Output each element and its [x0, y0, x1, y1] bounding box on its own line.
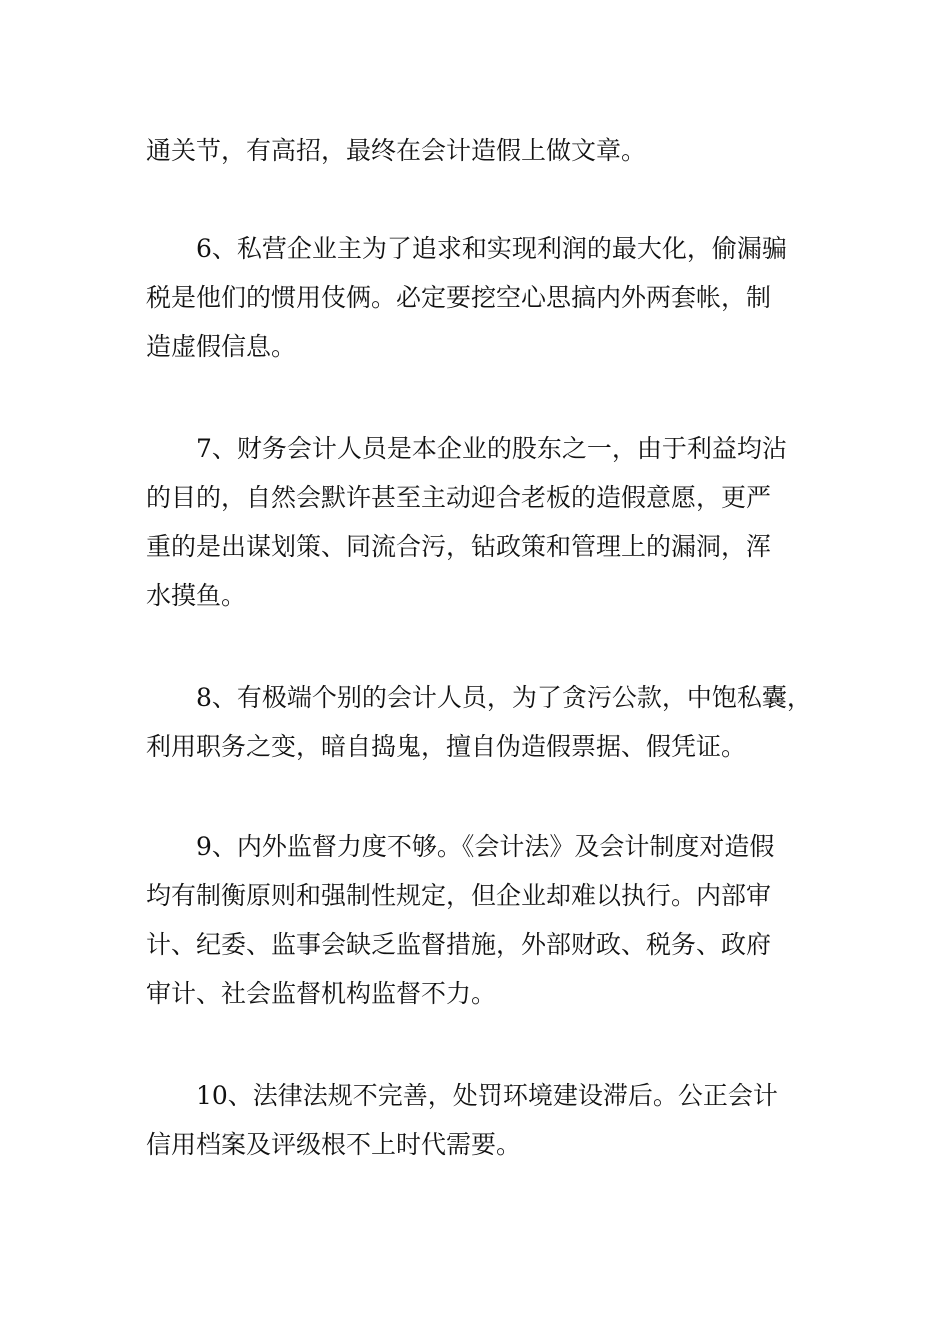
text-line: 7、财务会计人员是本企业的股东之一，由于利益均沾	[196, 434, 787, 463]
text-line: 重的是出谋划策、同流合污，钻政策和管理上的漏洞，浑	[146, 532, 772, 561]
text-line: 利用职务之变，暗自捣鬼，擅自伪造假票据、假凭证。	[146, 732, 747, 761]
paragraph-item-10	[146, 1071, 818, 1169]
text-line: 造虚假信息。	[146, 332, 297, 361]
text-line: 审计、社会监督机构监督不力。	[146, 979, 497, 1008]
text-line: 信用档案及评级根不上时代需要。	[146, 1130, 522, 1159]
text-line: 计、纪委、监事会缺乏监督措施，外部财政、税务、政府	[146, 930, 772, 959]
text-line: 9、内外监督力度不够。《会计法》及会计制度对造假	[196, 832, 775, 861]
text-line: 10、法律法规不完善，处罚环境建设滞后。公正会计	[196, 1081, 778, 1110]
text-line: 通关节，有高招，最终在会计造假上做文章。	[146, 136, 647, 165]
paragraph-item-8	[146, 673, 818, 771]
text-line: 的目的，自然会默许甚至主动迎合老板的造假意愿，更严	[146, 483, 772, 512]
paragraph-item-7	[146, 424, 818, 620]
text-line: 税是他们的惯用伎俩。必定要挖空心思搞内外两套帐，制	[146, 283, 772, 312]
paragraph-item-9	[146, 822, 818, 1018]
text-line: 8、有极端个别的会计人员，为了贪污公款，中饱私囊，	[196, 683, 812, 712]
paragraph-continuation	[146, 126, 818, 175]
paragraph-item-6	[146, 224, 818, 371]
text-line: 均有制衡原则和强制性规定，但企业却难以执行。内部审	[146, 881, 772, 910]
text-line: 6、私营企业主为了追求和实现利润的最大化，偷漏骗	[196, 234, 787, 263]
text-line: 水摸鱼。	[146, 581, 247, 610]
